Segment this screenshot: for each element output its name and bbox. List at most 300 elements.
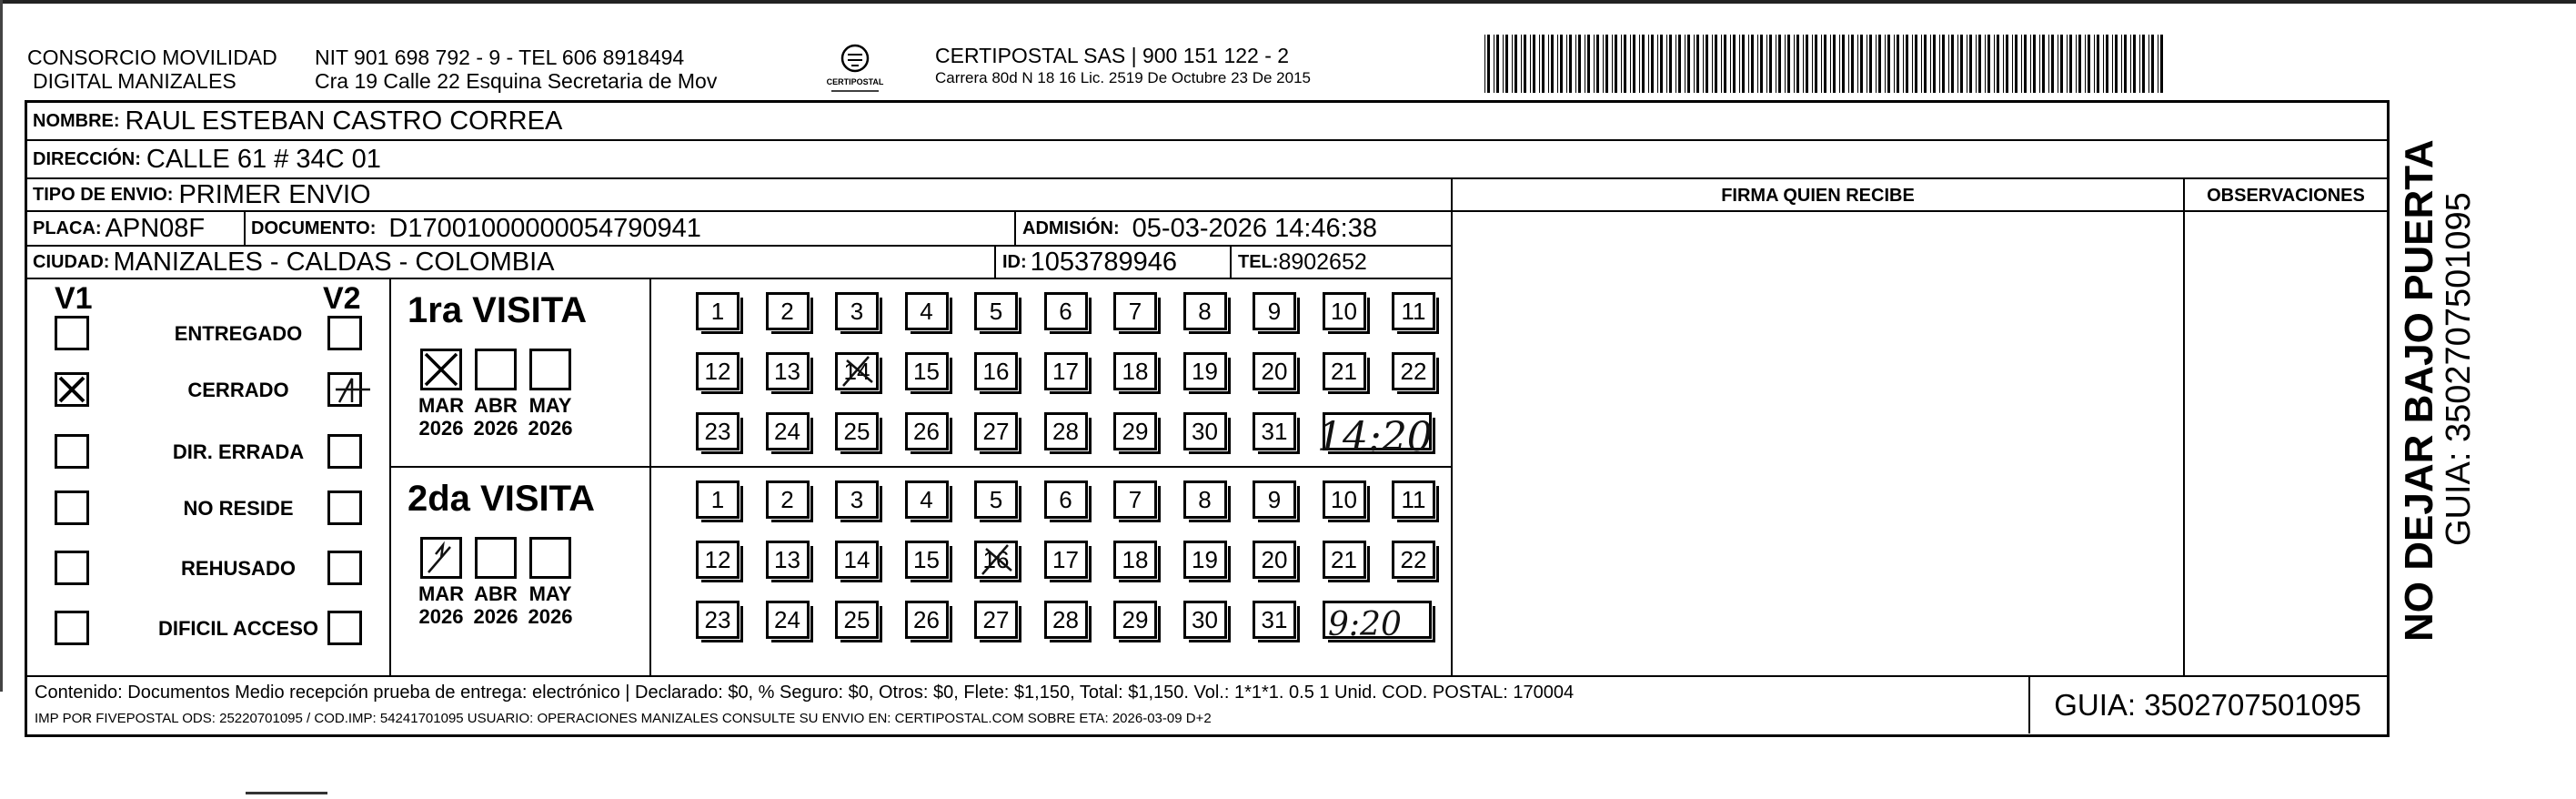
visit2-day-31[interactable]: 31: [1253, 601, 1296, 639]
scan-mark: [246, 792, 327, 794]
visit1-handwritten-time: 14:20: [1317, 414, 1433, 460]
barcode-bar: [1976, 35, 1977, 93]
visit2-month-checkbox-2[interactable]: [529, 537, 571, 579]
barcode-bar: [1569, 35, 1572, 93]
visit2-day-5[interactable]: 5: [974, 480, 1018, 519]
visit2-day-16[interactable]: 16: [974, 541, 1018, 579]
barcode-bar: [1860, 35, 1863, 93]
tipo-value: PRIMER ENVIO: [178, 179, 371, 209]
barcode-bar: [2148, 35, 2149, 93]
barcode-bar: [1514, 35, 1517, 93]
visit2-day-29[interactable]: 29: [1113, 601, 1157, 639]
visit1-day-30[interactable]: 30: [1183, 412, 1227, 450]
visit2-day-30[interactable]: 30: [1183, 601, 1227, 639]
barcode-bar: [1876, 35, 1877, 93]
visit2-day-15[interactable]: 15: [905, 541, 949, 579]
delivery-form: [25, 100, 2390, 737]
visit1-day-29[interactable]: 29: [1113, 412, 1157, 450]
barcode-bar: [1994, 35, 1995, 93]
visit1-day-19[interactable]: 19: [1183, 352, 1227, 390]
observaciones-area[interactable]: [2185, 212, 2387, 675]
v1-checkbox-0[interactable]: [55, 316, 89, 350]
barcode-bar: [1533, 35, 1535, 93]
barcode-bar: [2015, 35, 2018, 93]
barcode-bar: [1487, 35, 1490, 93]
visit2-day-3[interactable]: 3: [835, 480, 879, 519]
direccion-value: CALLE 61 # 34C 01: [146, 144, 381, 174]
barcode-bar: [1903, 35, 1904, 93]
visit1-title: 1ra VISITA: [408, 290, 588, 330]
visit1-day-7[interactable]: 7: [1113, 292, 1157, 330]
barcode-bar: [1542, 35, 1545, 93]
visit1-day-5[interactable]: 5: [974, 292, 1018, 330]
barcode-bar: [1751, 35, 1754, 93]
barcode-bar: [1821, 35, 1822, 93]
visit1-day-12[interactable]: 12: [696, 352, 740, 390]
barcode-bar: [2048, 35, 2049, 93]
barcode-bar: [1496, 35, 1499, 93]
barcode-bar: [1924, 35, 1927, 93]
barcode-bar: [1969, 35, 1972, 93]
visit1-day-25[interactable]: 25: [835, 412, 879, 450]
barcode-bar: [1769, 35, 1772, 93]
visit2-day-11[interactable]: 11: [1392, 480, 1435, 519]
contenido-text: Contenido: Documentos Medio recepción prueba de entrega: electrónico | Declarado: $0, % Seguro: $0, Otros: $0, Flete: $1,150, Total: $1,150. Vol.: 1*1*1. 0.5 1 Unid. COD. POSTAL: 170004: [35, 683, 1575, 703]
barcode-bar: [1578, 35, 1581, 93]
barcode-bar: [1951, 35, 1954, 93]
barcode-bar: [1933, 35, 1936, 93]
visit1-section: [391, 279, 1451, 466]
ciudad-label: CIUDAD:: [33, 251, 110, 272]
barcode-bar: [1596, 35, 1599, 93]
id-label: ID:: [1002, 251, 1027, 272]
status-label-3: NO RESIDE: [183, 497, 294, 520]
visit2-day-20[interactable]: 20: [1253, 541, 1296, 579]
visit2-day-9[interactable]: 9: [1253, 480, 1296, 519]
barcode-bar: [1548, 35, 1549, 93]
visit2-day-7[interactable]: 7: [1113, 480, 1157, 519]
documento-value: D17001000000054790941: [388, 213, 701, 243]
courier-info: [935, 44, 1311, 87]
barcode-bar: [2094, 35, 2095, 93]
barcode-bar: [2078, 35, 2081, 93]
direccion-row: [27, 141, 2387, 179]
barcode-bar: [1557, 35, 1558, 93]
barcode-bar: [1657, 35, 1658, 93]
barcode-bar: [1733, 35, 1736, 93]
barcode-bar: [1678, 35, 1681, 93]
tel-label: TEL:: [1238, 251, 1279, 272]
barcode-bar: [2085, 35, 2086, 93]
barcode-bar: [2003, 35, 2004, 93]
visit1-day-23[interactable]: 23: [696, 412, 740, 450]
admision-value: 05-03-2026 14:46:38: [1132, 213, 1377, 243]
barcode-bar: [2006, 35, 2008, 93]
visit2-day-2[interactable]: 2: [766, 480, 810, 519]
visit1-month-checkbox-0[interactable]: [420, 349, 462, 390]
visit1-month-year-1: 2026: [473, 417, 518, 440]
barcode-bar: [1624, 35, 1626, 93]
visit2-month-name-0: MAR: [418, 582, 465, 605]
barcode-bar: [1851, 35, 1854, 93]
visit2-month-year-2: 2026: [528, 605, 573, 628]
visit1-month-label-2: [518, 394, 582, 440]
guia-box: GUIA: 3502707501095: [2028, 677, 2385, 733]
v1-checkbox-2[interactable]: [55, 434, 89, 469]
barcode-bar: [1521, 35, 1522, 93]
barcode-bar: [1987, 35, 1990, 93]
side-guia: GUIA: 3502707501095: [2440, 192, 2478, 546]
visit1-day-15[interactable]: 15: [905, 352, 949, 390]
visit2-month-label-2: [518, 582, 582, 628]
barcode-bar: [1715, 35, 1717, 93]
barcode-bar: [1642, 35, 1645, 93]
visit2-day-28[interactable]: 28: [1044, 601, 1088, 639]
visit2-day-mark: [977, 543, 1017, 578]
visit2-day-26[interactable]: 26: [905, 601, 949, 639]
visit1-day-18[interactable]: 18: [1113, 352, 1157, 390]
barcode-bar: [1639, 35, 1640, 93]
visit2-day-22[interactable]: 22: [1392, 541, 1435, 579]
visit2-day-10[interactable]: 10: [1323, 480, 1366, 519]
barcode: [1484, 35, 2163, 93]
barcode-bar: [1930, 35, 1931, 93]
observaciones-label: OBSERVACIONES: [2207, 185, 2365, 206]
visit1-day-14[interactable]: 14: [835, 352, 879, 390]
status-label-2: DIR. ERRADA: [172, 440, 305, 463]
barcode-bar: [1651, 35, 1654, 93]
barcode-bar: [1915, 35, 1917, 93]
visit1-day-10[interactable]: 10: [1323, 292, 1366, 330]
visit2-day-23[interactable]: 23: [696, 601, 740, 639]
visit1-month-name-0: MAR: [418, 394, 465, 417]
barcode-bar: [1703, 35, 1704, 93]
barcode-bar: [1524, 35, 1526, 93]
barcode-bar: [2088, 35, 2090, 93]
status-label-0: ENTREGADO: [174, 322, 303, 345]
barcode-bar: [1675, 35, 1676, 93]
id-value: 1053789946: [1030, 247, 1177, 277]
barcode-bar: [1815, 35, 1817, 93]
barcode-bar: [1885, 35, 1886, 93]
v2-checkbox-3[interactable]: [327, 491, 362, 525]
barcode-bar: [1724, 35, 1726, 93]
v2-checkbox-4[interactable]: [327, 551, 362, 585]
barcode-bar: [1666, 35, 1667, 93]
barcode-bar: [2051, 35, 2054, 93]
documento-label: DOCUMENTO:: [251, 217, 377, 238]
firma-label: FIRMA QUIEN RECIBE: [1721, 185, 1915, 206]
barcode-bar: [1878, 35, 1881, 93]
nombre-label: NOMBRE:: [33, 110, 120, 131]
placa-row: [27, 212, 1451, 247]
company-line-2: DIGITAL MANIZALES: [33, 69, 236, 93]
barcode-bar: [1921, 35, 1922, 93]
visit1-day-3[interactable]: 3: [835, 292, 879, 330]
barcode-bar: [1551, 35, 1554, 93]
visit1-day-22[interactable]: 22: [1392, 352, 1435, 390]
no-dejar-warning: NO DEJAR BAJO PUERTA: [2397, 139, 2441, 642]
visit1-month-year-0: 2026: [418, 417, 464, 440]
barcode-bar: [1869, 35, 1872, 93]
direccion-label: DIRECCIÓN:: [33, 148, 141, 169]
barcode-bar: [1615, 35, 1617, 93]
v2-header: V2: [323, 281, 361, 316]
visit2-day-19[interactable]: 19: [1183, 541, 1227, 579]
visit1-day-1[interactable]: 1: [696, 292, 740, 330]
visit1-day-13[interactable]: 13: [766, 352, 810, 390]
visit2-day-18[interactable]: 18: [1113, 541, 1157, 579]
barcode-bar: [1696, 35, 1699, 93]
visit2-day-1[interactable]: 1: [696, 480, 740, 519]
visit1-month-checkbox-2[interactable]: [529, 349, 571, 390]
visit2-day-12[interactable]: 12: [696, 541, 740, 579]
barcode-bar: [2139, 35, 2140, 93]
logo-wordmark: CERTIPOSTAL: [826, 77, 884, 86]
tel-value: 8902652: [1278, 248, 1367, 275]
tipo-label: TIPO DE ENVIO:: [33, 184, 174, 205]
visit2-day-4[interactable]: 4: [905, 480, 949, 519]
v2-checkbox-5[interactable]: [327, 611, 362, 645]
barcode-bar: [1721, 35, 1722, 93]
courier-line: CERTIPOSTAL SAS | 900 151 122 - 2: [935, 44, 1290, 67]
barcode-bar: [1887, 35, 1890, 93]
visit2-day-27[interactable]: 27: [974, 601, 1018, 639]
barcode-bar: [1985, 35, 1986, 93]
visit2-day-14[interactable]: 14: [835, 541, 879, 579]
barcode-bar: [1630, 35, 1631, 93]
barcode-bar: [1957, 35, 1958, 93]
barcode-bar: [1757, 35, 1758, 93]
v1-checkbox-3[interactable]: [55, 491, 89, 525]
barcode-bar: [1906, 35, 1908, 93]
barcode-bar: [1706, 35, 1708, 93]
barcode-bar: [1648, 35, 1649, 93]
barcode-bar: [1806, 35, 1808, 93]
visit2-section: [391, 468, 1451, 675]
barcode-bar: [2067, 35, 2068, 93]
barcode-bar: [1539, 35, 1540, 93]
nombre-row: [27, 103, 2387, 141]
barcode-bar: [1833, 35, 1836, 93]
barcode-bar: [1894, 35, 1895, 93]
company-name: [27, 46, 277, 93]
visit1-day-28[interactable]: 28: [1044, 412, 1088, 450]
courier-address: Carrera 80d N 18 16 Lic. 2519 De Octubre 23 De 2015: [935, 69, 1311, 86]
barcode-bar: [1787, 35, 1790, 93]
certipostal-logo: [819, 42, 891, 96]
v1-checkbox-4[interactable]: [55, 551, 89, 585]
visit2-title: 2da VISITA: [408, 479, 595, 519]
barcode-bar: [2124, 35, 2127, 93]
barcode-bar: [1484, 35, 1485, 93]
v2-checkbox-0[interactable]: [327, 316, 362, 350]
visit1-day-8[interactable]: 8: [1183, 292, 1227, 330]
status-section: [27, 279, 391, 675]
barcode-bar: [1824, 35, 1826, 93]
barcode-bar: [1660, 35, 1663, 93]
barcode-bar: [1505, 35, 1508, 93]
visit1-month-name-2: MAY: [528, 394, 572, 417]
visit1-day-2[interactable]: 2: [766, 292, 810, 330]
barcode-bar: [1605, 35, 1608, 93]
visit2-month-checkbox-1[interactable]: [475, 537, 517, 579]
visit2-day-25[interactable]: 25: [835, 601, 879, 639]
visit1-day-9[interactable]: 9: [1253, 292, 1296, 330]
barcode-bar: [1803, 35, 1804, 93]
barcode-bar: [2151, 35, 2154, 93]
barcode-bar: [2097, 35, 2099, 93]
barcode-bar: [1503, 35, 1504, 93]
barcode-bar: [1512, 35, 1513, 93]
scan-edge-left: [0, 0, 3, 692]
visit2-handwritten-time: 9:20: [1328, 606, 1402, 643]
firma-area[interactable]: [1453, 212, 2183, 675]
barcode-bar: [2142, 35, 2145, 93]
barcode-bar: [2130, 35, 2131, 93]
status-label-1: CERRADO: [187, 379, 289, 401]
barcode-bar: [1857, 35, 1858, 93]
status-label-4: REHUSADO: [181, 557, 296, 580]
visit1-day-24[interactable]: 24: [766, 412, 810, 450]
barcode-bar: [1812, 35, 1813, 93]
barcode-bar: [1530, 35, 1531, 93]
barcode-bar: [2121, 35, 2122, 93]
v2-checkbox-1[interactable]: [327, 372, 362, 407]
barcode-bar: [2069, 35, 2072, 93]
visit2-day-17[interactable]: 17: [1044, 541, 1088, 579]
visit1-day-6[interactable]: 6: [1044, 292, 1088, 330]
barcode-bar: [1848, 35, 1849, 93]
barcode-bar: [1960, 35, 1963, 93]
visit1-day-17[interactable]: 17: [1044, 352, 1088, 390]
barcode-bar: [1897, 35, 1899, 93]
visit1-month-name-1: ABR: [474, 394, 518, 417]
visit1-day-11[interactable]: 11: [1392, 292, 1435, 330]
barcode-bar: [1948, 35, 1949, 93]
visit2-day-8[interactable]: 8: [1183, 480, 1227, 519]
barcode-bar: [1560, 35, 1563, 93]
barcode-bar: [1760, 35, 1763, 93]
v1-header: V1: [55, 281, 93, 316]
visit2-month-year-1: 2026: [473, 605, 518, 628]
barcode-bar: [1785, 35, 1786, 93]
barcode-bar: [1766, 35, 1767, 93]
barcode-bar: [2133, 35, 2136, 93]
visit1-month-year-2: 2026: [528, 417, 573, 440]
visit2-day-24[interactable]: 24: [766, 601, 810, 639]
visit1-day-31[interactable]: 31: [1253, 412, 1296, 450]
admision-label: ADMISIÓN:: [1022, 217, 1120, 238]
visit1-day-26[interactable]: 26: [905, 412, 949, 450]
v1-checkbox-1[interactable]: [55, 372, 89, 407]
visit2-month-checkbox-0[interactable]: [420, 537, 462, 579]
status-label-5: DIFICIL ACCESO: [157, 617, 318, 640]
company-details: [315, 46, 717, 93]
barcode-bar: [2076, 35, 2077, 93]
visit1-day-16[interactable]: 16: [974, 352, 1018, 390]
imp-text: IMP POR FIVEPOSTAL ODS: 25220701095 / COD.IMP: 54241701095 USUARIO: OPERACIONES MANIZALES CONSULTE SU ENVIO EN: CERTIPOSTAL.COM SOBRE ETA: 2026-03-09 D+2: [35, 711, 1212, 726]
barcode-bar: [2106, 35, 2108, 93]
visit1-day-21[interactable]: 21: [1323, 352, 1366, 390]
barcode-bar: [1621, 35, 1622, 93]
barcode-bar: [2042, 35, 2045, 93]
visit1-month-checkbox-1[interactable]: [475, 349, 517, 390]
ciudad-value: MANIZALES - CALDAS - COLOMBIA: [113, 247, 555, 277]
barcode-bar: [2012, 35, 2013, 93]
barcode-bar: [1566, 35, 1567, 93]
barcode-bar: [2021, 35, 2022, 93]
nombre-value: RAUL ESTEBAN CASTRO CORREA: [125, 106, 563, 136]
address-line: Cra 19 Calle 22 Esquina Secretaria de Mov: [315, 69, 718, 93]
barcode-bar: [1912, 35, 1913, 93]
placa-label: PLACA:: [33, 217, 102, 238]
barcode-bar: [1712, 35, 1713, 93]
barcode-bar: [1575, 35, 1576, 93]
visit2-month-name-2: MAY: [528, 582, 572, 605]
barcode-bar: [1633, 35, 1635, 93]
visit1-day-4[interactable]: 4: [905, 292, 949, 330]
barcode-bar: [1739, 35, 1740, 93]
nit-line: NIT 901 698 792 - 9 - TEL 606 8918494: [315, 46, 685, 69]
barcode-bar: [1694, 35, 1695, 93]
barcode-bar: [1730, 35, 1731, 93]
barcode-bar: [1830, 35, 1831, 93]
barcode-bar: [2115, 35, 2118, 93]
barcode-bar: [1997, 35, 1999, 93]
barcode-bar: [1794, 35, 1795, 93]
barcode-bar: [2039, 35, 2040, 93]
barcode-bar: [1594, 35, 1595, 93]
barcode-bar: [1978, 35, 1981, 93]
barcode-bar: [1796, 35, 1799, 93]
barcode-bar: [2103, 35, 2104, 93]
barcode-bar: [1687, 35, 1690, 93]
visit2-day-21[interactable]: 21: [1323, 541, 1366, 579]
visit2-day-13[interactable]: 13: [766, 541, 810, 579]
barcode-bar: [2160, 35, 2163, 93]
visit2-day-6[interactable]: 6: [1044, 480, 1088, 519]
v1-checkbox-5[interactable]: [55, 611, 89, 645]
ciudad-row: [27, 247, 1451, 279]
barcode-bar: [2024, 35, 2027, 93]
barcode-bar: [1587, 35, 1590, 93]
v2-checkbox-2[interactable]: [327, 434, 362, 469]
barcode-bar: [1842, 35, 1845, 93]
barcode-bar: [2060, 35, 2063, 93]
visit2-month-year-0: 2026: [418, 605, 464, 628]
visit1-day-mark: [838, 355, 878, 389]
barcode-bar: [1942, 35, 1945, 93]
barcode-bar: [1669, 35, 1672, 93]
visit2-month-name-1: ABR: [474, 582, 518, 605]
visit1-day-20[interactable]: 20: [1253, 352, 1296, 390]
placa-value: APN08F: [105, 213, 206, 243]
barcode-bar: [1748, 35, 1749, 93]
barcode-bar: [1778, 35, 1781, 93]
barcode-bar: [1939, 35, 1940, 93]
barcode-bar: [1603, 35, 1604, 93]
barcode-bar: [2030, 35, 2031, 93]
barcode-bar: [2112, 35, 2113, 93]
scan-edge-top: [0, 0, 2576, 4]
visit1-day-27[interactable]: 27: [974, 412, 1018, 450]
barcode-bar: [1612, 35, 1613, 93]
barcode-bar: [2033, 35, 2036, 93]
barcode-bar: [1839, 35, 1840, 93]
barcode-bar: [1742, 35, 1745, 93]
company-line-1: CONSORCIO MOVILIDAD: [27, 46, 277, 69]
